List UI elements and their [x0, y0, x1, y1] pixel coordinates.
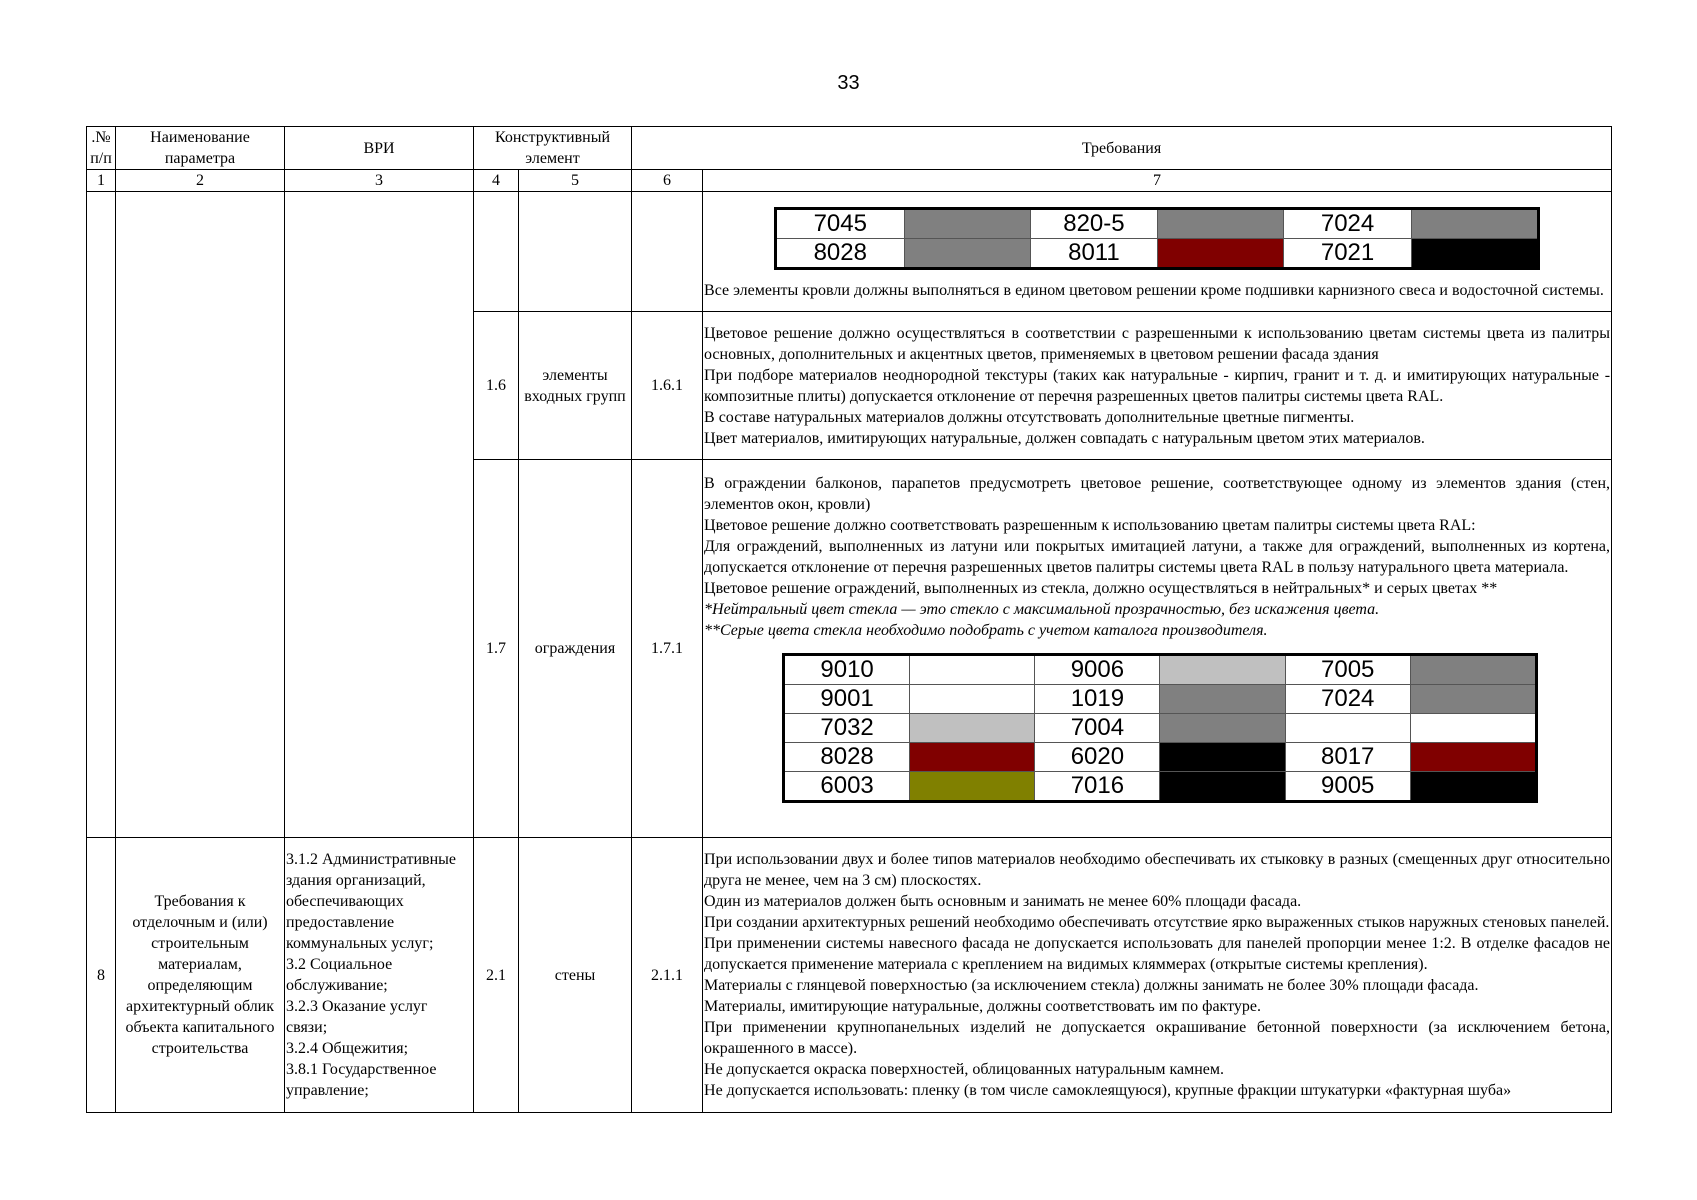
ral-code: 820-5 [1030, 208, 1157, 238]
requirements-text [703, 838, 1612, 1113]
vri-item: 3.2 Социальное обслуживание; [286, 956, 393, 994]
ral-code: 6020 [1035, 742, 1160, 771]
fence-palette-row [784, 654, 1537, 684]
ral-code: 8028 [784, 742, 910, 771]
ral-code: 7004 [1035, 713, 1160, 742]
requirement-paragraph: При применении системы навесного фасада не допускается использовать для панелей пропорции менее 1:2. В отделке фасадов не допускается применение материала с креплением на видимых кляммерах (открытые системы крепления). [704, 935, 1611, 973]
element-name: стены [519, 838, 632, 1113]
requirement-paragraph: Не допускается использовать: пленку (в том числе самоклеящуюся), крупные фракции штукатурки «фактурная шуба» [704, 1082, 1512, 1099]
vri-item: 3.1.2 Административные здания организаций, обеспечивающих предоставление коммунальных услуг; [286, 851, 457, 952]
ral-code: 1019 [1035, 684, 1160, 713]
ral-code [1285, 713, 1410, 742]
fence-palette-row [784, 742, 1537, 771]
color-swatch [910, 684, 1035, 713]
fence-palette-row [784, 684, 1537, 713]
footnote: **Серые цвета стекла необходимо подобрать с учетом каталога производителя. [704, 621, 1268, 639]
ral-code: 7032 [784, 713, 910, 742]
requirement-paragraph: Для ограждений, выполненных из латуни или покрытых имитацией латуни, а также для ограждений, выполненных из кортена, допускается отклонение от перечня разрешенных цветов палитры системы цвета RAL в пользу натурального цвета материала. [704, 537, 1611, 576]
ral-code: 8011 [1030, 238, 1157, 268]
requirement-paragraph: Один из материалов должен быть основным и занимать не менее 60% площади фасада. [704, 893, 1302, 910]
ral-code: 9006 [1035, 654, 1160, 684]
roof-palette-row [776, 238, 1539, 268]
parameter-name: Требования к отделочным и (или) строительным материалам, определяющим архитектурный облик объекта капитального строительства [116, 838, 285, 1113]
ral-code: 9001 [784, 684, 910, 713]
page-number: 33 [837, 72, 860, 94]
empty-element-num-cell [474, 192, 519, 312]
col-num-1: 1 [87, 170, 116, 192]
requirement-paragraph: При использовании двух и более типов материалов необходимо обеспечивать их стыковку в разных (смещенных друг относительно друга не менее, чем на 3 см) плоскостях. [704, 851, 1611, 889]
ral-code: 6003 [784, 771, 910, 801]
requirement-paragraph: При подборе материалов неоднородной текстуры (таких как натуральные - кирпич, гранит и т. д. и имитирующих натуральные - композитные плиты) допускается отклонение от перечня разрешенных цветов палитры системы цвета RAL. [704, 366, 1611, 405]
color-swatch [1411, 208, 1538, 238]
column-number-row [87, 170, 1612, 192]
color-swatch [1410, 742, 1536, 771]
empty-element-cell [519, 192, 632, 312]
roof-color-palette [774, 207, 1540, 270]
color-swatch [1160, 713, 1285, 742]
requirement-paragraph: При создании архитектурных решений необходимо обеспечивать отсутствие ярко выраженных стыков наружных стеновых панелей. [704, 914, 1610, 931]
requirement-paragraph: В ограждении балконов, парапетов предусмотреть цветовое решение, соответствующее одному из элементов здания (стен, элементов окон, кровли) [704, 474, 1611, 513]
color-swatch [910, 771, 1035, 801]
ral-code: 7016 [1035, 771, 1160, 801]
ral-code: 7024 [1285, 684, 1410, 713]
ral-code: 7045 [776, 208, 905, 238]
empty-vri-cell [285, 192, 474, 838]
element-name: ограждения [519, 460, 632, 838]
requirement-paragraph: В составе натуральных материалов должны отсутствовать дополнительные цветные пигменты. [704, 408, 1355, 426]
roof-note: Все элементы кровли должны выполняться в едином цветовом решении кроме подшивки карнизного свеса и водосточной системы. [704, 281, 1604, 299]
requirement-paragraph: Цвет материалов, имитирующих натуральные, должен совпадать с натуральным цветом этих материалов. [704, 429, 1425, 447]
ral-code: 9005 [1285, 771, 1410, 801]
color-swatch [1410, 771, 1536, 801]
header-requirements: Требования [632, 127, 1612, 170]
color-swatch [1158, 238, 1284, 268]
fence-palette-row [784, 771, 1537, 801]
element-name: элементы входных групп [519, 312, 632, 460]
empty-parameter-cell [116, 192, 285, 838]
element-number: 2.1 [474, 838, 519, 1113]
col-num-4: 4 [474, 170, 519, 192]
color-swatch [910, 742, 1035, 771]
header-number: .№ п/п [87, 127, 116, 170]
footnote: *Нейтральный цвет стекла — это стекло с максимальной прозрачностью, без искажения цвета. [704, 600, 1380, 618]
sub-number: 2.1.1 [632, 838, 703, 1113]
ral-code: 7005 [1285, 654, 1410, 684]
requirement-paragraph: При применении крупнопанельных изделий не допускается окрашивание бетонной поверхности (за исключением бетона, окрашенного в массе). [704, 1019, 1611, 1057]
color-swatch [1411, 238, 1538, 268]
col-num-6: 6 [632, 170, 703, 192]
requirement-paragraph: Цветовое решение должно соответствовать разрешенным к использованию цветам палитры системы цвета RAL: [704, 516, 1476, 534]
ral-code: 9010 [784, 654, 910, 684]
header-vri: ВРИ [285, 127, 474, 170]
requirement-paragraph: Материалы, имитирующие натуральные, должны соответствовать им по фактуре. [704, 998, 1261, 1015]
col-num-5: 5 [519, 170, 632, 192]
sub-number: 1.6.1 [632, 312, 703, 460]
color-swatch [1160, 684, 1285, 713]
vri-item: 3.8.1 Государственное управление; [286, 1061, 437, 1099]
header-row [87, 127, 1612, 170]
color-swatch [910, 654, 1035, 684]
col-num-7: 7 [703, 170, 1612, 192]
row-8 [87, 838, 1612, 1113]
requirements-text [703, 460, 1612, 838]
color-swatch [1158, 208, 1284, 238]
ral-code: 7021 [1284, 238, 1412, 268]
element-number: 1.6 [474, 312, 519, 460]
roof-requirements [703, 192, 1612, 312]
ral-code: 7024 [1284, 208, 1412, 238]
vri-item: 3.2.3 Оказание услуг связи; [286, 998, 428, 1036]
sub-number: 1.7.1 [632, 460, 703, 838]
color-swatch [1160, 654, 1285, 684]
ral-code: 8028 [776, 238, 905, 268]
col-num-2: 2 [116, 170, 285, 192]
vri-list [285, 838, 474, 1113]
requirement-paragraph: Не допускается окраска поверхностей, облицованных натуральным камнем. [704, 1061, 1225, 1078]
element-number: 1.7 [474, 460, 519, 838]
requirement-paragraph: Цветовое решение должно осуществляться в соответствии с разрешенными к использованию цветам системы цвета из палитры основных, дополнительных и акцентных цветов, применяемых в цветовом решении фасада здания [704, 324, 1611, 363]
fence-color-palette [782, 653, 1538, 803]
color-swatch [1410, 684, 1536, 713]
roof-row [87, 192, 1612, 312]
header-parameter: Наименование параметра [116, 127, 285, 170]
parameter-number: 8 [87, 838, 116, 1113]
color-swatch [1410, 654, 1536, 684]
color-swatch [1160, 742, 1285, 771]
requirement-paragraph: Материалы с глянцевой поверхностью (за исключением стекла) должны занимать не более 30% площади фасада. [704, 977, 1479, 994]
empty-number-cell [87, 192, 116, 838]
vri-item: 3.2.4 Общежития; [286, 1040, 409, 1057]
col-num-3: 3 [285, 170, 474, 192]
header-element: Конструктивный элемент [474, 127, 632, 170]
roof-palette-row [776, 208, 1539, 238]
fence-palette-row [784, 713, 1537, 742]
color-swatch [904, 208, 1030, 238]
color-swatch [1410, 713, 1536, 742]
requirement-paragraph: Цветовое решение ограждений, выполненных из стекла, должно осуществляться в нейтральных* и серых цветах ** [704, 579, 1498, 597]
requirements-table [86, 126, 1612, 1113]
requirements-text [703, 312, 1612, 460]
ral-code: 8017 [1285, 742, 1410, 771]
color-swatch [910, 713, 1035, 742]
empty-sub-cell [632, 192, 703, 312]
color-swatch [904, 238, 1030, 268]
color-swatch [1160, 771, 1285, 801]
